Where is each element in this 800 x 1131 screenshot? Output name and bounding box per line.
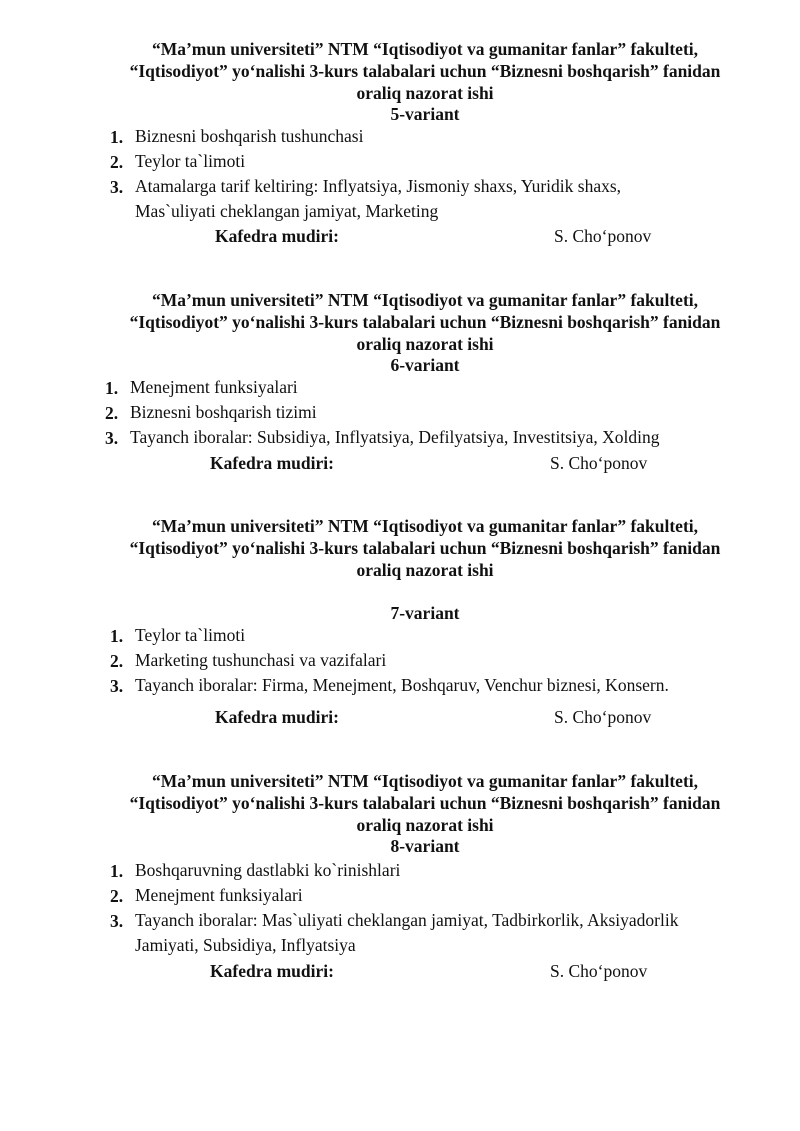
signature-name: S. Cho‘ponov: [550, 453, 648, 473]
header-line-1: “Ma’mun universiteti” NTM “Iqtisodiyot va gumanitar fanlar” fakulteti,: [151, 290, 699, 310]
item-text: Tayanch iboralar: Firma, Menejment, Boshqaruv, Venchur biznesi, Konsern.: [135, 675, 669, 695]
item-text: Boshqaruvning dastlabki ko`rinishlari: [135, 860, 401, 880]
item-number: 1.: [110, 626, 124, 646]
kafedra-label: Kafedra mudiri:: [210, 961, 334, 981]
item-number: 3.: [110, 177, 124, 197]
variant-title: 8-variant: [390, 836, 460, 856]
item-number: 1.: [110, 127, 124, 147]
item-number: 2.: [110, 886, 124, 906]
item-text: Menejment funksiyalari: [135, 885, 303, 905]
item-number: 2.: [105, 403, 119, 423]
header-line-3: oraliq nazorat ishi: [356, 560, 494, 580]
header-line-2: “Iqtisodiyot” yo‘nalishi 3-kurs talabalari uchun “Biznesni boshqarish” fanidan: [129, 312, 721, 332]
item-text: Atamalarga tarif keltiring: Inflyatsiya, Jismoniy shaxs, Yuridik shaxs,: [135, 176, 622, 196]
variant-title: 7-variant: [390, 603, 460, 623]
variant-title: 5-variant: [390, 104, 460, 124]
header-line-3: oraliq nazorat ishi: [356, 334, 494, 354]
signature-name: S. Cho‘ponov: [554, 707, 652, 727]
item-text: Menejment funksiyalari: [130, 377, 298, 397]
item-text: Marketing tushunchasi va vazifalari: [135, 650, 387, 670]
header-line-2: “Iqtisodiyot” yo‘nalishi 3-kurs talabalari uchun “Biznesni boshqarish” fanidan: [129, 793, 721, 813]
header-line-2: “Iqtisodiyot” yo‘nalishi 3-kurs talabalari uchun “Biznesni boshqarish” fanidan: [129, 538, 721, 558]
signature-name: S. Cho‘ponov: [550, 961, 648, 981]
kafedra-label: Kafedra mudiri:: [210, 453, 334, 473]
item-text: Tayanch iboralar: Mas`uliyati cheklangan jamiyat, Tadbirkorlik, Aksiyadorlik: [135, 910, 679, 930]
item-text: Biznesni boshqarish tizimi: [130, 402, 317, 422]
header-line-2: “Iqtisodiyot” yo‘nalishi 3-kurs talabalari uchun “Biznesni boshqarish” fanidan: [129, 61, 721, 81]
item-number: 2.: [110, 152, 124, 172]
item-number: 1.: [105, 378, 119, 398]
header-line-1: “Ma’mun universiteti” NTM “Iqtisodiyot va gumanitar fanlar” fakulteti,: [151, 771, 699, 791]
item-text: Biznesni boshqarish tushunchasi: [135, 126, 364, 146]
header-line-1: “Ma’mun universiteti” NTM “Iqtisodiyot va gumanitar fanlar” fakulteti,: [151, 39, 699, 59]
item-text: Tayanch iboralar: Subsidiya, Inflyatsiya, Defilyatsiya, Investitsiya, Xolding: [130, 427, 660, 447]
variant-title: 6-variant: [390, 355, 460, 375]
header-line-3: oraliq nazorat ishi: [356, 83, 494, 103]
item-number: 3.: [110, 676, 124, 696]
header-line-3: oraliq nazorat ishi: [356, 815, 494, 835]
item-text: Teylor ta`limoti: [135, 625, 246, 645]
item-text-continuation: Jamiyati, Subsidiya, Inflyatsiya: [135, 935, 356, 955]
item-number: 1.: [110, 861, 124, 881]
item-text-continuation: Mas`uliyati cheklangan jamiyat, Marketing: [135, 201, 439, 221]
kafedra-label: Kafedra mudiri:: [215, 226, 339, 246]
signature-name: S. Cho‘ponov: [554, 226, 652, 246]
item-number: 2.: [110, 651, 124, 671]
kafedra-label: Kafedra mudiri:: [215, 707, 339, 727]
header-line-1: “Ma’mun universiteti” NTM “Iqtisodiyot va gumanitar fanlar” fakulteti,: [151, 516, 699, 536]
item-number: 3.: [110, 911, 124, 931]
item-number: 3.: [105, 428, 119, 448]
item-text: Teylor ta`limoti: [135, 151, 246, 171]
